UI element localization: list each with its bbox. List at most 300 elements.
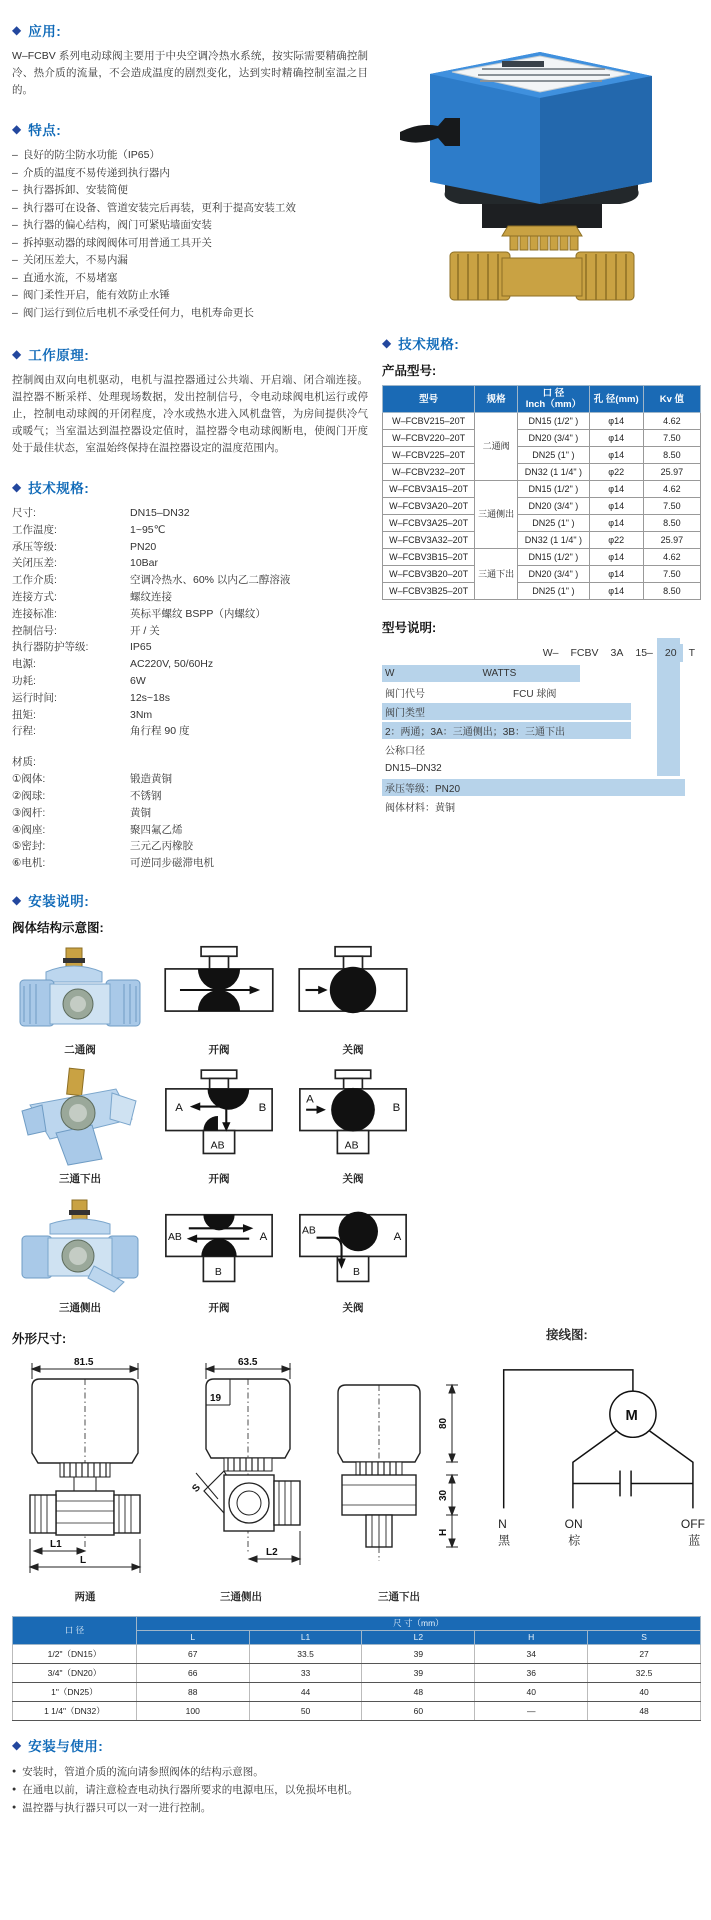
section-title: 技术规格: <box>28 481 90 496</box>
cell-kv: 8.50 <box>643 447 700 464</box>
spec-row <box>12 822 368 839</box>
three-way-side-valve-photo <box>16 1196 144 1296</box>
drawing-three-way-side <box>166 1353 316 1604</box>
dim-value: L2 <box>266 1546 278 1558</box>
spec-label: 尺寸: <box>12 507 36 519</box>
wiring-heading: 接线图: <box>546 1327 588 1342</box>
dash-icon: – <box>12 289 18 301</box>
table-header-row <box>383 386 701 413</box>
cell-value: — <box>475 1701 588 1720</box>
install-use-text: 安装时，管道介质的流向请参照阀体的结构示意图。 <box>22 1765 264 1778</box>
dash-icon: – <box>12 236 18 249</box>
dimension-drawings <box>12 1353 464 1604</box>
spec-label: ⑥电机: <box>12 857 46 870</box>
cell-size: DN20 (3/4" ) <box>518 430 590 447</box>
list-item <box>12 252 368 270</box>
spec-value: 角行程 90 度 <box>130 725 190 738</box>
two-way-dimension-drawing <box>12 1353 158 1587</box>
spec-value: 12s~18s <box>130 691 170 704</box>
spec-value: 黄铜 <box>130 806 151 819</box>
cell-value: 48 <box>588 1701 701 1720</box>
col-size-line1: 口 径 <box>542 388 565 399</box>
spec-label: 连接标准: <box>12 607 57 620</box>
cell-kv: 7.50 <box>643 498 700 515</box>
cell-size: DN20 (3/4" ) <box>518 498 590 515</box>
spec-label: ④阀座: <box>12 823 46 836</box>
cell-size: DN20 (3/4" ) <box>518 566 590 583</box>
cell-kv: 4.62 <box>643 549 700 566</box>
spec-label: ①阀体: <box>12 773 46 786</box>
table-row <box>383 413 701 430</box>
brand-logo <box>502 61 544 67</box>
cell-model: W–FCBV3A32–20T <box>383 532 475 549</box>
cell-hole: φ22 <box>589 464 643 481</box>
code-key: 阀门代号 <box>385 689 425 700</box>
features-heading <box>12 119 368 139</box>
diagram-label: 开阀 <box>208 1172 230 1185</box>
table-header-row <box>13 1616 701 1630</box>
code-key: W <box>385 668 395 679</box>
spec-label: ③阀杆: <box>12 806 46 819</box>
cell-hole: φ14 <box>589 583 643 600</box>
cell-value: 44 <box>249 1682 362 1701</box>
spec-label: 承压等级: <box>12 540 57 553</box>
list-item <box>12 165 368 183</box>
code-explain-row <box>382 740 701 759</box>
code-explain-row <box>382 702 701 721</box>
cell-size: DN32 (1 1/4" ) <box>518 532 590 549</box>
feature-text: 执行器可在设备、管道安装完后再装，更利于提高安装工效 <box>22 201 296 214</box>
spec-row <box>12 639 368 656</box>
spec-row <box>12 690 368 707</box>
table-row <box>13 1644 701 1663</box>
spec-value: 聚四氟乙烯 <box>130 823 183 836</box>
port-label-a: A <box>393 1230 402 1243</box>
spec-label: 关闭压差: <box>12 557 57 570</box>
port-label-b: B <box>353 1267 360 1279</box>
col-l: L <box>136 1630 249 1644</box>
col-spec: 规格 <box>475 386 518 413</box>
product-specs-heading <box>382 333 701 353</box>
code-part: W– <box>542 647 559 659</box>
spec-value: 6W <box>130 674 146 687</box>
cell-hole: φ14 <box>589 515 643 532</box>
list-item <box>12 1763 701 1781</box>
dash-icon: – <box>12 271 18 284</box>
code-explain-row <box>382 664 701 683</box>
drawing-label: 三通侧出 <box>220 1590 262 1603</box>
list-item <box>12 1799 701 1817</box>
three-way-bottom-closed-diagram <box>295 1067 411 1167</box>
code-part: T <box>688 647 695 659</box>
cell-value: 32.5 <box>588 1663 701 1682</box>
spec-label: ⑤密封: <box>12 840 46 853</box>
spec-value: 可逆同步磁滞电机 <box>130 857 214 870</box>
three-way-side-open-diagram <box>161 1196 277 1296</box>
section-title: 工作原理: <box>28 348 90 363</box>
dim-value: 30 <box>438 1489 449 1501</box>
spec-row <box>12 555 368 572</box>
port-label-ab: AB <box>167 1231 182 1243</box>
cell-kv: 25.97 <box>643 464 700 481</box>
code-meaning: WATTS <box>482 668 517 679</box>
diagram-label: 三通侧出 <box>59 1301 101 1314</box>
size-table <box>12 1616 701 1721</box>
cell-hole: φ14 <box>589 447 643 464</box>
code-part: 20 <box>659 644 683 662</box>
table-row <box>13 1701 701 1720</box>
bullet-icon: ● <box>12 1785 17 1793</box>
code-key: 承压等级：PN20 <box>385 784 461 795</box>
list-item <box>12 147 368 165</box>
spec-row <box>12 855 368 872</box>
list-item <box>12 305 368 323</box>
cell-size: DN15 (1/2" ) <box>518 549 590 566</box>
table-row <box>383 532 701 549</box>
cell-size: DN25 (1" ) <box>518 447 590 464</box>
cell-model: W–FCBV215–20T <box>383 413 475 430</box>
three-way-bottom-valve-photo <box>16 1067 144 1167</box>
cell-size: DN25 (1" ) <box>518 583 590 600</box>
port-label-b: B <box>214 1267 222 1279</box>
spec-row <box>12 838 368 855</box>
cell-hole: φ14 <box>589 549 643 566</box>
cell-hole: φ14 <box>589 481 643 498</box>
cell-size: DN15 (1/2" ) <box>518 413 590 430</box>
spec-value: DN15–DN32 <box>130 507 190 519</box>
table-row <box>13 1682 701 1701</box>
spec-label: 工作温度: <box>12 523 57 536</box>
cell-model: W–FCBV3A25–20T <box>383 515 475 532</box>
diagram-label: 关阀 <box>342 1043 364 1056</box>
cell-hole: φ14 <box>589 430 643 447</box>
diamond-icon: ◆ <box>12 1737 22 1752</box>
spec-label: 控制信号: <box>12 624 57 637</box>
code-explain-row <box>382 797 701 816</box>
code-explain-row <box>382 778 701 797</box>
section-title: 技术规格: <box>398 337 460 352</box>
cell-value: 40 <box>475 1682 588 1701</box>
right-column <box>382 14 701 872</box>
motor-label: M <box>625 1407 638 1424</box>
bullet-icon: ● <box>12 1767 17 1775</box>
product-models-label: 产品型号: <box>382 364 437 378</box>
spec-value: IP65 <box>130 641 152 654</box>
product-photo <box>390 14 690 304</box>
cell-group: 二通阀 <box>475 413 518 481</box>
cell-size: DN32 (1 1/4" ) <box>518 464 590 481</box>
feature-text: 直通水流，不易堵塞 <box>22 271 118 284</box>
drawing-label: 三通下出 <box>378 1590 420 1603</box>
col-size-line2: Inch（mm） <box>525 399 582 410</box>
list-item <box>12 1781 701 1799</box>
table-row <box>383 447 701 464</box>
two-way-open-diagram <box>161 942 277 1038</box>
cell-value: 48 <box>362 1682 475 1701</box>
diagram-label: 三通下出 <box>59 1172 101 1185</box>
wiring-diagram <box>476 1345 711 1561</box>
code-explain-row <box>382 683 701 702</box>
left-column <box>12 14 368 872</box>
features-list <box>12 147 368 322</box>
code-meaning: FCU 球阀 <box>513 689 557 700</box>
dash-icon: – <box>12 219 18 231</box>
drawing-two-way <box>12 1353 158 1604</box>
port-label-b: B <box>258 1101 267 1114</box>
diamond-icon: ◆ <box>12 23 22 37</box>
cell-size: DN25 (1" ) <box>518 515 590 532</box>
spec-value: 3Nm <box>130 708 153 721</box>
two-way-closed-diagram <box>295 942 411 1038</box>
dash-icon: – <box>12 149 18 161</box>
diagram-label: 关阀 <box>342 1301 364 1314</box>
cell-model: W–FCBV3B15–20T <box>383 549 475 566</box>
col-kv: Kv 值 <box>643 386 700 413</box>
dash-icon: – <box>12 166 18 179</box>
cell-kv: 4.62 <box>643 481 700 498</box>
dim-value: 81.5 <box>74 1356 94 1368</box>
spec-row <box>12 723 368 740</box>
structure-cell <box>14 1196 146 1315</box>
dim-value: 80 <box>438 1417 449 1429</box>
code-explain-row <box>382 721 701 740</box>
dim-value: H <box>438 1528 449 1536</box>
install-use-text: 温控器与执行器只可以一对一进行控制。 <box>22 1801 212 1814</box>
cell-model: W–FCBV3B20–20T <box>383 566 475 583</box>
dimensions-heading: 外形尺寸: <box>12 1331 67 1346</box>
top-columns <box>12 14 701 872</box>
feature-text: 阀门运行到位后电机不承受任何力，电机寿命更长 <box>22 306 254 319</box>
cell-value: 39 <box>362 1644 475 1663</box>
diagram-label: 开阀 <box>208 1301 230 1314</box>
spec-value: 开 / 关 <box>130 624 160 637</box>
cell-kv: 8.50 <box>643 515 700 532</box>
three-way-bottom-dimension-drawing <box>324 1353 474 1587</box>
cell-model: W–FCBV225–20T <box>383 447 475 464</box>
section-title: 应用: <box>28 24 62 39</box>
table-row <box>383 583 701 600</box>
col-size <box>518 386 590 413</box>
spec-value: 螺纹连接 <box>130 590 172 603</box>
col-l2: L2 <box>362 1630 475 1644</box>
feature-text: 阀门柔性开启，能有效防止水锤 <box>22 289 170 301</box>
feature-text: 良好的防尘防水功能（IP65） <box>22 149 160 161</box>
terminal-on: ON <box>564 1516 583 1531</box>
cell-caliber: 1 1/4"（DN32） <box>13 1701 137 1720</box>
install-use-list <box>12 1763 701 1817</box>
code-explain-row <box>382 759 701 778</box>
dash-icon: – <box>12 254 18 266</box>
materials-list <box>12 771 368 872</box>
cell-model: W–FCBV3A15–20T <box>383 481 475 498</box>
code-key: 2：两通；3A：三通侧出；3B：三通下出 <box>385 727 566 738</box>
spec-value: AC220V, 50/60Hz <box>130 658 214 671</box>
spec-label: 执行器防护等级: <box>12 641 89 654</box>
terminal-off-color: 蓝 <box>688 1533 701 1548</box>
section-title: 安装说明: <box>28 893 90 909</box>
port-label-ab: AB <box>210 1140 225 1152</box>
section-title: 特点: <box>28 123 62 138</box>
cell-kv: 8.50 <box>643 583 700 600</box>
cell-caliber: 3/4"（DN20） <box>13 1663 137 1682</box>
three-way-side-closed-diagram <box>295 1196 411 1296</box>
table-row <box>383 464 701 481</box>
cell-value: 50 <box>249 1701 362 1720</box>
application-heading <box>12 20 368 40</box>
structure-cell <box>14 1067 146 1186</box>
port-label-a: A <box>259 1230 268 1243</box>
structure-cell <box>158 1067 280 1186</box>
model-code-row <box>382 642 701 664</box>
feature-text: 关闭压差大，不易内漏 <box>22 254 128 266</box>
table-row <box>383 549 701 566</box>
spec-label: 连接方式: <box>12 590 57 603</box>
terminal-off: OFF <box>680 1516 705 1531</box>
structure-cell <box>158 942 280 1057</box>
code-part: 3A <box>610 647 624 659</box>
code-key: 公称口径 <box>385 746 425 757</box>
table-row <box>383 515 701 532</box>
cell-size: DN15 (1/2" ) <box>518 481 590 498</box>
list-item <box>12 235 368 253</box>
spec-label: 行程: <box>12 725 36 738</box>
cell-group: 三通下出 <box>475 549 518 600</box>
application-text: W–FCBV 系列电动球阀主要用于中央空调冷热水系统，按实际需要精确控制冷、热介质的流量，不会造成温度的剧烈变化，达到实时精确控制室温之目的。 <box>12 50 368 96</box>
spec-row <box>12 522 368 539</box>
list-item <box>12 287 368 305</box>
cell-value: 27 <box>588 1644 701 1663</box>
cell-value: 66 <box>136 1663 249 1682</box>
cell-value: 36 <box>475 1663 588 1682</box>
install-use-text: 在通电以前，请注意检查电动执行器所要求的电源电压，以免损坏电机。 <box>22 1783 359 1796</box>
list-item <box>12 182 368 200</box>
feature-text: 拆掉驱动器的球阀阀体可用普通工具开关 <box>22 236 212 249</box>
spec-label: 运行时间: <box>12 691 57 704</box>
port-label-ab: AB <box>344 1140 359 1152</box>
dimensions-block <box>12 1325 464 1604</box>
col-l1: L1 <box>249 1630 362 1644</box>
product-model-table <box>382 385 701 600</box>
cell-value: 67 <box>136 1644 249 1663</box>
install-note-heading <box>12 890 701 910</box>
cell-hole: φ14 <box>589 498 643 515</box>
dash-icon: – <box>12 201 18 214</box>
diagram-label: 关阀 <box>342 1172 364 1185</box>
port-label-b: B <box>392 1101 401 1114</box>
spec-value: 英标平螺纹 BSPP（内螺纹） <box>130 607 266 620</box>
spec-label: 扭矩: <box>12 708 36 721</box>
terminal-n: N <box>498 1516 507 1531</box>
drawing-label: 两通 <box>74 1590 96 1603</box>
principle-text: 控制阀由双向电机驱动，电机与温控器通过公共端、开启端、闭合端连接。温控器不断采样、处理现场数据，发出控制信号，令电动球阀电机运行或停止，控制电动球阀的开闭程度，冷水或热水进入风机盘管，为房间提供冷气或暖气；当室温达到温控器设定值时，温控器令电动球阀断电，使阀门开度处于最佳状态，室温始终保持在温控器设定的温度范围内。 <box>12 374 368 454</box>
list-item <box>12 270 368 288</box>
material-label: 材质: <box>12 756 36 769</box>
dimensions-wiring-row <box>12 1325 705 1604</box>
install-use-heading <box>12 1735 701 1755</box>
spec-value: 锻造黄铜 <box>130 773 172 786</box>
two-way-valve-photo <box>16 942 144 1038</box>
spec-value: 空调冷热水、60% 以内乙二醇溶液 <box>130 574 291 587</box>
dim-value: 63.5 <box>238 1356 258 1368</box>
specs-heading <box>12 477 368 497</box>
dash-icon: – <box>12 306 18 319</box>
spec-row <box>12 656 368 673</box>
port-label-a: A <box>175 1101 183 1114</box>
cell-value: 33 <box>249 1663 362 1682</box>
dash-icon: – <box>12 184 18 196</box>
terminal-on-color: 棕 <box>568 1533 581 1548</box>
spec-value: 1~95℃ <box>130 523 166 536</box>
structure-grid <box>14 942 701 1315</box>
list-item <box>12 200 368 218</box>
bullet-icon: ● <box>12 1803 17 1811</box>
diamond-icon: ◆ <box>382 336 392 350</box>
spec-value: 不锈钢 <box>130 789 162 802</box>
cell-model: W–FCBV3A20–20T <box>383 498 475 515</box>
col-h: H <box>475 1630 588 1644</box>
code-part: 15– <box>635 647 653 659</box>
spec-row <box>12 707 368 724</box>
port-label-a: A <box>306 1093 314 1106</box>
cell-group: 三通侧出 <box>475 481 518 549</box>
cell-model: W–FCBV220–20T <box>383 430 475 447</box>
model-code-explanation <box>382 618 701 816</box>
structure-cell <box>292 1196 414 1315</box>
spec-row <box>12 805 368 822</box>
spec-row <box>12 572 368 589</box>
col-s: S <box>588 1630 701 1644</box>
cell-kv: 4.62 <box>643 413 700 430</box>
table-row <box>383 430 701 447</box>
table-row <box>383 481 701 498</box>
diagram-label: 开阀 <box>208 1043 230 1056</box>
diamond-icon: ◆ <box>12 347 22 361</box>
cell-value: 40 <box>588 1682 701 1701</box>
diamond-icon: ◆ <box>12 480 22 494</box>
feature-text: 执行器拆卸、安装简便 <box>22 184 128 196</box>
diamond-icon: ◆ <box>12 122 22 136</box>
terminal-n-color: 黑 <box>498 1533 511 1548</box>
table-row <box>13 1663 701 1682</box>
cell-model: W–FCBV232–20T <box>383 464 475 481</box>
spec-value: 10Bar <box>130 557 159 570</box>
code-key: 阀门类型 <box>385 708 425 719</box>
feature-text: 执行器的偏心结构，阀门可紧贴墙面安装 <box>22 219 212 231</box>
three-way-side-dimension-drawing <box>166 1353 316 1587</box>
spec-label: ②阀球: <box>12 789 46 802</box>
wiring-block <box>476 1325 711 1604</box>
dim-value: 19 <box>210 1392 222 1404</box>
model-explain-label: 型号说明: <box>382 621 437 635</box>
cell-value: 39 <box>362 1663 475 1682</box>
feature-text: 介质的温度不易传递到执行器内 <box>22 166 170 179</box>
cell-value: 33.5 <box>249 1644 362 1663</box>
spec-label: 电源: <box>12 658 36 671</box>
three-way-bottom-open-diagram <box>161 1067 277 1167</box>
cell-kv: 25.97 <box>643 532 700 549</box>
spec-label: 功耗: <box>12 674 36 687</box>
table-row <box>383 498 701 515</box>
table-row <box>383 566 701 583</box>
port-label-ab: AB <box>301 1225 316 1237</box>
cell-hole: φ14 <box>589 413 643 430</box>
dim-value: L1 <box>50 1538 62 1550</box>
cell-value: 34 <box>475 1644 588 1663</box>
section-title: 安装与使用: <box>28 1738 104 1754</box>
spec-row <box>12 623 368 640</box>
col-model: 型号 <box>383 386 475 413</box>
list-item <box>12 217 368 235</box>
